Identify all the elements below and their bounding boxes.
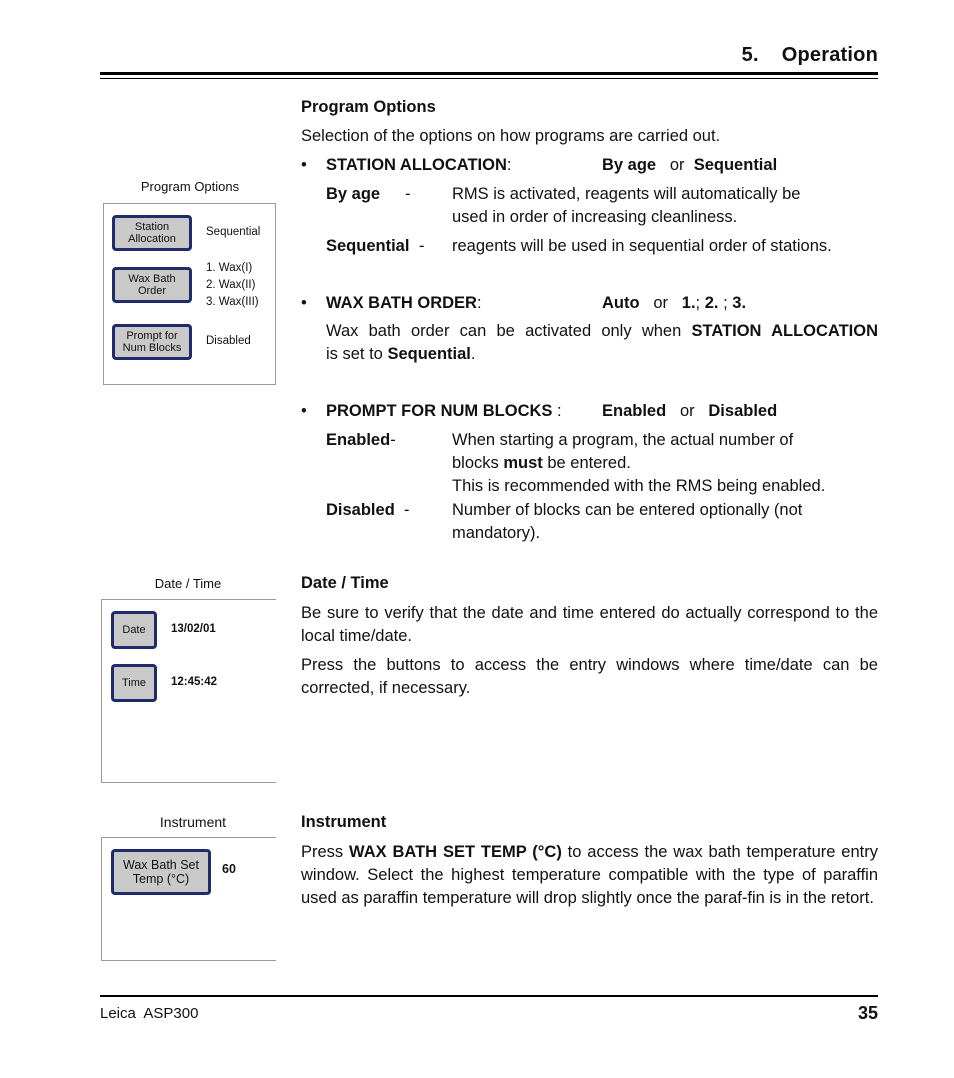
prompt-num-blocks-label: PROMPT FOR NUM BLOCKS: [326, 402, 553, 420]
time-value: 12:45:42: [171, 676, 218, 688]
station-opt-or: or: [669, 156, 685, 174]
date-time-heading: Date / Time: [301, 574, 389, 592]
wax-opt-sep2: ;: [723, 294, 728, 312]
program-options-heading: Program Options: [301, 98, 436, 116]
footer-rule: [100, 995, 878, 997]
prompt-opt-disabled: Disabled: [708, 402, 778, 420]
instrument-para-bold: WAX BATH SET TEMP (°C): [349, 843, 562, 861]
enabled-line2-bold: must: [503, 454, 543, 472]
wax-bath-desc-line1: [326, 320, 878, 343]
page-number: 35: [857, 1003, 878, 1023]
station-allocation-options: [602, 154, 777, 177]
wax-opt-1: 1.: [681, 294, 696, 312]
disabled-term: Disabled: [326, 501, 395, 519]
bullet-prompt: •: [301, 402, 307, 420]
enabled-term: Enabled: [326, 431, 391, 449]
disabled-dash: -: [404, 501, 410, 519]
header-rule-thin: [100, 78, 878, 79]
byage-dash: -: [405, 185, 411, 203]
prompt-opt-or: or: [679, 402, 695, 420]
enabled-desc-line1: When starting a program, the actual number of: [452, 431, 794, 449]
wax-desc-line1-pre: Wax bath order can be activated only when: [326, 322, 692, 340]
date-button[interactable]: Date: [111, 611, 157, 649]
instrument-caption: Instrument: [159, 814, 227, 830]
date-time-para2: Press the buttons to access the entry windows where time/date can be corrected, if necessary.: [301, 656, 878, 697]
sequential-desc: reagents will be used in sequential order of stations.: [452, 237, 832, 255]
prompt-label-row: [326, 400, 562, 423]
byage-term: By age: [326, 185, 381, 203]
date-time-para1: Be sure to verify that the date and time entered do actually correspond to the local time/date.: [301, 604, 878, 645]
prompt-num-blocks-value: Disabled: [206, 335, 251, 347]
program-options-screen: [103, 203, 276, 385]
wax-bath-temp-value: 60: [222, 862, 236, 876]
wax-bath-order-label: WAX BATH ORDER: [326, 294, 477, 312]
enabled-desc-line3: This is recommended with the RMS being enabled.: [452, 477, 826, 495]
wax-desc-line2-pre: is set to: [326, 345, 388, 363]
station-allocation-label: STATION ALLOCATION: [326, 156, 507, 174]
station-opt-byage: By age: [602, 156, 657, 174]
station-allocation-label-row: [326, 154, 511, 177]
wax-bath-desc-line2: [326, 343, 475, 366]
date-value: 13/02/01: [171, 623, 216, 635]
enabled-line2-post: be entered.: [542, 454, 631, 472]
bullet-waxbath: •: [301, 294, 307, 312]
enabled-dash: -: [390, 431, 396, 449]
enabled-term-row: [326, 429, 396, 452]
program-options-intro: Selection of the options on how programs are carried out.: [301, 127, 721, 145]
station-opt-sequential: Sequential: [693, 156, 778, 174]
enabled-desc-line2: [452, 452, 631, 475]
section-title: 5. Operation: [741, 44, 878, 66]
byage-desc-line2: used in order of increasing cleanliness.: [452, 208, 738, 226]
wax-desc-line1-bold: STATION ALLOCATION: [691, 322, 878, 340]
wax-opt-3: 3.: [732, 294, 747, 312]
date-time-screen: [101, 599, 276, 783]
sequential-term: Sequential: [326, 237, 410, 255]
station-allocation-value: Sequential: [206, 226, 261, 238]
header-rule-thick: [100, 72, 878, 75]
wax-bath-order-button[interactable]: Wax Bath Order: [112, 267, 192, 303]
sequential-dash: -: [419, 237, 425, 255]
instrument-screen: [101, 837, 276, 961]
wax-bath-order-colon: :: [476, 294, 482, 312]
wax-bath-order-label-row: [326, 292, 482, 315]
wax-opt-or: or: [653, 294, 669, 312]
footer-product: Leica ASP300: [100, 1005, 199, 1022]
instrument-para-post: to access the wax bath temperature entry window. Select the highest temperature compatible with the type of paraffin used as paraffin temperature will drop slightly once the paraf-fin is in the retort.: [301, 843, 878, 907]
wax-order-value-1: 1. Wax(I): [206, 262, 253, 274]
byage-desc-line1: RMS is activated, reagents will automatically be: [452, 185, 801, 203]
station-allocation-button[interactable]: Station Allocation: [112, 215, 192, 251]
wax-desc-line2-post: .: [470, 345, 476, 363]
prompt-opt-enabled: Enabled: [602, 402, 667, 420]
wax-desc-line2-bold: Sequential: [387, 345, 471, 363]
instrument-para: [301, 841, 878, 910]
prompt-options: [602, 400, 777, 423]
wax-opt-2: 2.: [704, 294, 719, 312]
wax-opt-auto: Auto: [602, 294, 640, 312]
wax-order-value-3: 3. Wax(III): [206, 296, 259, 308]
bullet-station: •: [301, 156, 307, 174]
wax-bath-order-options: [602, 292, 746, 315]
station-allocation-colon: :: [506, 156, 512, 174]
wax-order-value-2: 2. Wax(II): [206, 279, 256, 291]
prompt-num-blocks-colon: :: [552, 402, 562, 420]
wax-bath-set-temp-button[interactable]: Wax Bath Set Temp (°C): [111, 849, 211, 895]
disabled-desc-line1: Number of blocks can be entered optionally (not: [452, 501, 803, 519]
instrument-para-pre: Press: [301, 843, 350, 861]
date-time-caption: Date / Time: [154, 576, 222, 591]
program-options-caption: Program Options: [140, 179, 240, 194]
prompt-num-blocks-button[interactable]: Prompt for Num Blocks: [112, 324, 192, 360]
time-button[interactable]: Time: [111, 664, 157, 702]
enabled-line2-pre: blocks: [452, 454, 504, 472]
wax-opt-sep1: ;: [695, 294, 701, 312]
disabled-desc-line2: mandatory).: [452, 524, 541, 542]
instrument-heading: Instrument: [301, 813, 387, 831]
